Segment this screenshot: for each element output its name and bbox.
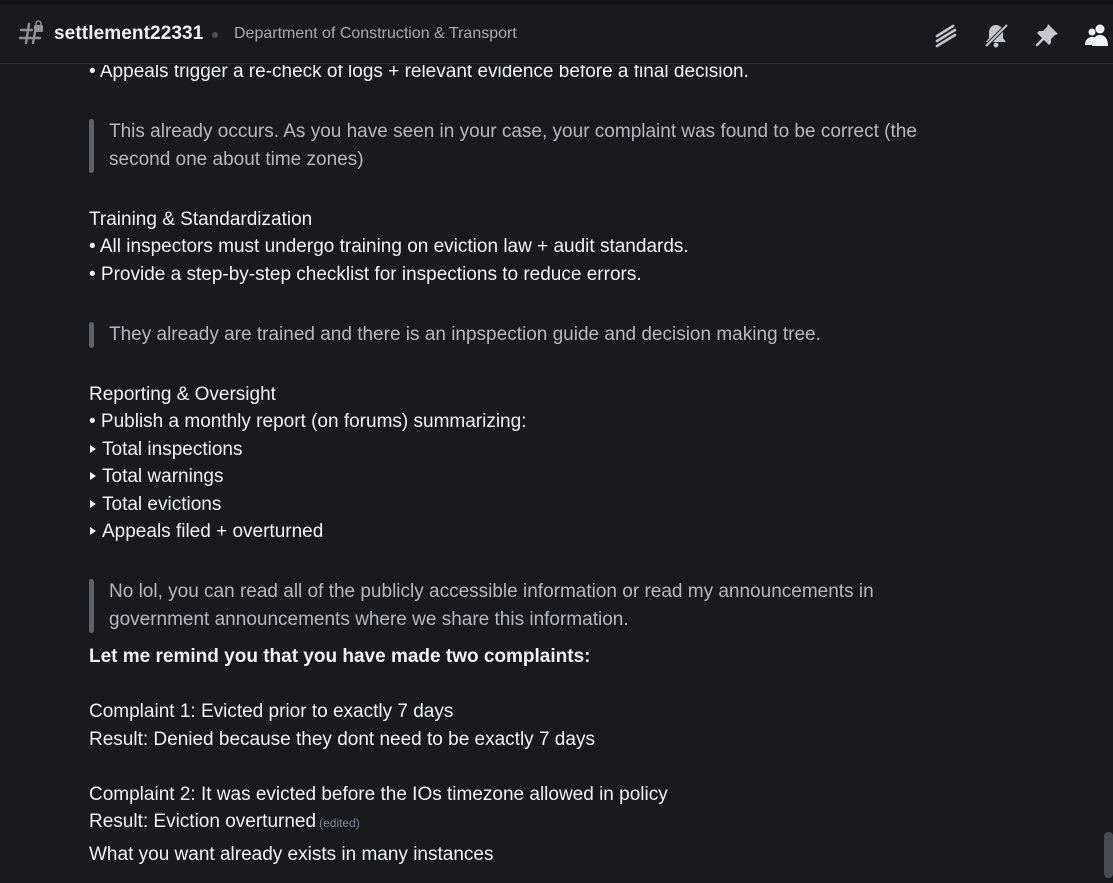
blockquote-2 (89, 321, 821, 349)
blockquote-line: No lol, you can read all of the publicly accessible information or read my announcements in (109, 581, 874, 602)
text-channel-locked-icon (18, 20, 44, 46)
bullet-triangle-icon (90, 445, 96, 453)
channel-header (0, 5, 1113, 64)
header-divider-dot (212, 32, 218, 38)
blockquote-1 (89, 118, 917, 174)
pin-icon[interactable] (1034, 22, 1060, 48)
members-icon[interactable] (1084, 22, 1110, 48)
message-text-result2: Result: Eviction overturned (edited) (89, 811, 360, 832)
bullet-triangle-icon (90, 500, 96, 508)
blockquote-line: This already occurs. As you have seen in your case, your complaint was found to be correct (the (109, 121, 917, 142)
message-text-appeals: • Appeals trigger a re-check of logs + relevant evidence before a final decision. (89, 65, 749, 82)
threads-icon[interactable] (933, 22, 959, 48)
bullet-triangle-icon (90, 472, 96, 480)
sub-list-item: Appeals filed + overturned (89, 521, 323, 543)
message-text-final: What you want already exists in many instances (89, 844, 494, 865)
blockquote-bar (89, 322, 94, 348)
sub-list-item: Total warnings (89, 466, 223, 488)
blockquote-line: second one about time zones) (109, 149, 364, 170)
message-text-complaint2: Complaint 2: It was evicted before the IOs timezone allowed in policy (89, 784, 668, 805)
message-text-complaint1: Complaint 1: Evicted prior to exactly 7 days (89, 701, 454, 722)
channel-topic[interactable]: Department of Construction & Transport (234, 25, 517, 42)
blockquote-bar (89, 579, 94, 633)
scrollbar-thumb[interactable] (1104, 832, 1113, 878)
channel-name: settlement22331 (54, 23, 204, 44)
list-item: • Publish a monthly report (on forums) summarizing: (89, 411, 527, 432)
blockquote-line: government announcements where we share this information. (109, 609, 629, 630)
message-text-reminder: Let me remind you that you have made two complaints: (89, 646, 591, 667)
message-text-result1: Result: Denied because they dont need to be exactly 7 days (89, 729, 595, 750)
blockquote-3 (89, 578, 874, 634)
edited-label: (edited) (319, 816, 360, 830)
message-list (0, 65, 1113, 883)
section-heading-reporting: Reporting & Oversight (89, 384, 276, 405)
bell-muted-icon[interactable] (983, 22, 1009, 48)
list-item: • Provide a step-by-step checklist for inspections to reduce errors. (89, 264, 642, 285)
bullet-triangle-icon (90, 527, 96, 535)
blockquote-bar (89, 119, 94, 173)
list-item: • All inspectors must undergo training on eviction law + audit standards. (89, 236, 689, 257)
sub-list-item: Total inspections (89, 439, 242, 461)
section-heading-training: Training & Standardization (89, 209, 313, 230)
sub-list-item: Total evictions (89, 494, 221, 516)
blockquote-line: They already are trained and there is an inpspection guide and decision making tree. (109, 324, 821, 345)
